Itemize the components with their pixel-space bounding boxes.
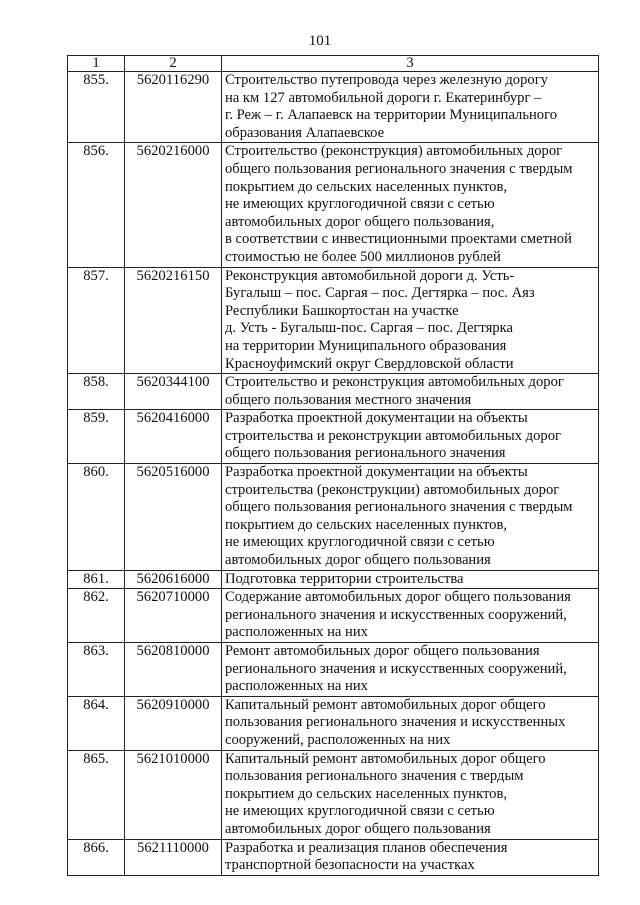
description-line: в соответствии с инвестиционными проектами сметной xyxy=(225,231,572,248)
description-line: Разработка проектной документации на объекты xyxy=(225,410,528,427)
description-line: пользования регионального значения и искусственных xyxy=(225,714,566,731)
description-line: Подготовка территории строительства xyxy=(225,570,464,587)
table-row xyxy=(68,374,599,410)
description-line: Строительство путепровода через железную дорогу xyxy=(225,72,548,88)
description-line: не имеющих круглогодичной связи с сетью xyxy=(225,803,495,820)
description-line: покрытием до сельских населенных пунктов, xyxy=(225,516,507,533)
description-line: Красноуфимский округ Свердловской области xyxy=(225,355,514,372)
description-line: Разработка проектной документации на объекты xyxy=(225,464,528,481)
description-line: строительства (реконструкции) автомобильных дорог xyxy=(225,481,560,498)
description-line: Строительство и реконструкция автомобильных дорог xyxy=(225,374,564,391)
column-header-number: 1 xyxy=(68,56,125,72)
table-row xyxy=(68,267,599,374)
row-number-cell: 862. xyxy=(68,589,125,643)
table-row xyxy=(68,143,599,267)
row-description-cell xyxy=(222,374,599,410)
description-line: строительства и реконструкции автомобильных дорог xyxy=(225,427,561,444)
row-code-cell: 5620710000 xyxy=(125,589,222,643)
row-description-cell xyxy=(222,643,599,697)
row-number-cell: 857. xyxy=(68,267,125,374)
row-number-cell: 855. xyxy=(68,72,125,143)
table-row xyxy=(68,464,599,571)
description-line: автомобильных дорог общего пользования xyxy=(225,820,491,837)
table-row xyxy=(68,839,599,875)
description-line: покрытием до сельских населенных пунктов, xyxy=(225,178,507,195)
table-row xyxy=(68,72,599,143)
row-description-cell xyxy=(222,589,599,643)
description-line: общего пользования местного значения xyxy=(225,391,472,408)
description-line: стоимостью не более 500 миллионов рублей xyxy=(225,248,501,265)
description-line: сооружений, расположенных на них xyxy=(225,731,451,748)
row-description-cell xyxy=(222,143,599,267)
table-row xyxy=(68,696,599,750)
table-row xyxy=(68,643,599,697)
row-description-cell xyxy=(222,570,599,589)
row-code-cell: 5620416000 xyxy=(125,410,222,464)
row-description-cell xyxy=(222,410,599,464)
description-line: д. Усть - Бугалыш-пос. Саргая – пос. Дегтярка xyxy=(225,320,513,337)
description-line: Реконструкция автомобильной дороги д. Усть- xyxy=(225,267,515,284)
row-number-cell: 861. xyxy=(68,570,125,589)
description-line: Содержание автомобильных дорог общего пользования xyxy=(225,589,571,606)
row-code-cell: 5620616000 xyxy=(125,570,222,589)
description-line: покрытием до сельских населенных пунктов, xyxy=(225,785,507,802)
row-number-cell: 856. xyxy=(68,143,125,267)
row-description-cell xyxy=(222,267,599,374)
row-code-cell: 5621110000 xyxy=(125,839,222,875)
description-line: транспортной безопасности на участках xyxy=(225,857,475,874)
row-code-cell: 5620216150 xyxy=(125,267,222,374)
description-line: общего пользования регионального значения с твердым xyxy=(225,160,573,177)
row-number-cell: 858. xyxy=(68,374,125,410)
row-description-cell xyxy=(222,696,599,750)
description-line: Ремонт автомобильных дорог общего пользования xyxy=(225,643,540,659)
row-code-cell: 5620810000 xyxy=(125,643,222,697)
description-line: расположенных на них xyxy=(225,624,368,641)
description-line: расположенных на них xyxy=(225,678,368,695)
table-row xyxy=(68,750,599,839)
description-line: общего пользования регионального значения с твердым xyxy=(225,499,573,516)
table-row xyxy=(68,410,599,464)
table-row xyxy=(68,570,599,589)
description-line: общего пользования регионального значения xyxy=(225,445,506,462)
table-row xyxy=(68,589,599,643)
description-line: регионального значения и искусственных сооружений, xyxy=(225,606,567,623)
row-number-cell: 865. xyxy=(68,750,125,839)
table-body xyxy=(68,72,599,876)
row-description-cell xyxy=(222,839,599,875)
row-code-cell: 5620216000 xyxy=(125,143,222,267)
row-number-cell: 863. xyxy=(68,643,125,697)
description-line: Бугалыш – пос. Саргая – пос. Дегтярка – пос. Аяз xyxy=(225,285,535,302)
row-description-cell xyxy=(222,464,599,571)
description-line: на км 127 автомобильной дороги г. Екатеринбург – xyxy=(225,89,542,106)
row-code-cell: 5620344100 xyxy=(125,374,222,410)
description-line: на территории Муниципального образования xyxy=(225,337,507,354)
description-line: автомобильных дорог общего пользования xyxy=(225,552,491,569)
description-line: Капитальный ремонт автомобильных дорог общего xyxy=(225,750,546,767)
row-number-cell: 864. xyxy=(68,696,125,750)
row-description-cell xyxy=(222,750,599,839)
row-code-cell: 5621010000 xyxy=(125,750,222,839)
column-header-code: 2 xyxy=(125,56,222,72)
row-number-cell: 859. xyxy=(68,410,125,464)
row-code-cell: 5620116290 xyxy=(125,72,222,143)
description-line: не имеющих круглогодичной связи с сетью xyxy=(225,196,495,213)
row-code-cell: 5620516000 xyxy=(125,464,222,571)
row-number-cell: 860. xyxy=(68,464,125,571)
table-header-row xyxy=(68,56,599,72)
table-header xyxy=(68,56,599,72)
row-number-cell: 866. xyxy=(68,839,125,875)
description-line: Капитальный ремонт автомобильных дорог общего xyxy=(225,696,546,713)
description-line: Строительство (реконструкция) автомобильных дорог xyxy=(225,143,563,160)
budget-code-table xyxy=(67,55,599,876)
description-line: Республики Башкортостан на участке xyxy=(225,302,459,319)
description-line: автомобильных дорог общего пользования, xyxy=(225,213,495,230)
description-line: Разработка и реализация планов обеспечения xyxy=(225,839,508,856)
description-line: пользования регионального значения с твердым xyxy=(225,768,524,785)
row-code-cell: 5620910000 xyxy=(125,696,222,750)
column-header-description: 3 xyxy=(222,56,599,72)
description-line: г. Реж – г. Алапаевск на территории Муниципального xyxy=(225,107,558,124)
description-line: регионального значения и искусственных сооружений, xyxy=(225,660,567,677)
description-line: не имеющих круглогодичной связи с сетью xyxy=(225,534,495,551)
description-line: образования Алапаевское xyxy=(225,124,385,141)
page-number: 101 xyxy=(308,33,332,49)
row-description-cell xyxy=(222,72,599,143)
